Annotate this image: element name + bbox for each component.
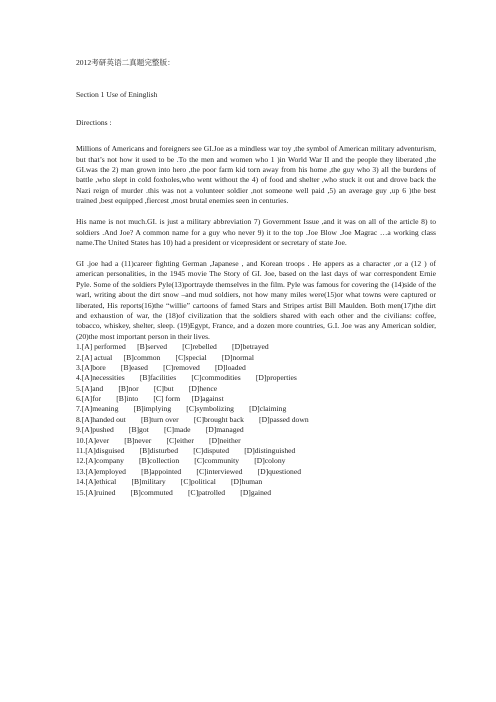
document-title: 2012考研英语二真题完整版： <box>76 58 175 67</box>
option-line-11: 11.[A]disguised [B]disturbed [C]disputed [D]distinguished <box>76 446 296 456</box>
directions-label: Directions : <box>76 117 112 127</box>
option-line-10: 10.[A]ever [B]never [C]either [D]neither <box>76 435 241 445</box>
passage-paragraph-1: Millions of Americans and foreigners see GI.Joe as a mindless war toy ,the symbol of American military adventurism, but that’s not how it used to be .To the men and women who 1 )in World War II and the people they liberated ,the GI.was the 2) man grown into hero ,the poor farm kid torn away from his home ,the guy who 3) all the burdens of battle ,who slept in cold foxholes,who went without the 4) of food and shelter ,who stuck it out and drove back the Nazi reign of murder .this was not a volunteer soldier ,not someone well paid ,5) an average guy ,up 6 )the best trained ,best equipped ,fiercest ,most brutal enemies seen in centuries. <box>76 144 436 206</box>
option-line-13: 13.[A]employed [B]appointed [C]interviewed [D]questioned <box>76 466 302 476</box>
option-line-6: 6.[A]for [B]into [C] form [D]against <box>76 394 224 404</box>
option-line-5: 5.[A]and [B]nor [C]but [D]hence <box>76 383 218 393</box>
option-line-12: 12.[A]company [B]collection [C]community [D]colony <box>76 456 286 466</box>
option-line-15: 15.[A]ruined [B]commuted [C]patrolled [D]gained <box>76 487 272 497</box>
passage-paragraph-3: GI .joe had a (11)career fighting German ,Japanese , and Korean troops . He appers as a character ,or a (12 ) of american personalities, in the 1945 movie The Story of GI. Joe, based on the last days of war correspondent Ernie Pyle. Some of the soldiers Pyle(13)portrayde themselves in the film. Pyle was famous for covering the (14)side of the warl, writing about the dirt snow –and mud soldiers, not how many miles were(15)or what towns were captured or liberated, His reports(16)the “willie” cartoons of famed Stars and Stripes artist Bill Maulden. Both men(17)the dirt and exhaustion of war, the (18)of civilization that the soldiers shared with each other and the civilians: coffee, tobacco, whiskey, shelter, sleep. (19)Egypt, France, and a dozen more countries, G.I. Joe was any American soldier,(20)the most important person in their lives. <box>76 258 436 341</box>
option-line-8: 8.[A]handed out [B]turn over [C]brought back [D]passed down <box>76 414 309 424</box>
passage-paragraph-2: His name is not much.GI. is just a military abbreviation 7) Government Issue ,and it was on all of the article 8) to soldiers .And Joe? A common name for a guy who never 9) it to the top .Joe Blow .Joe Magrac …a working class name.The United States has 10) had a president or vicepresident or secretary of state Joe. <box>76 217 436 247</box>
option-line-1: 1.[A] performed [B]served [C]rebelled [D]betrayed <box>76 342 269 352</box>
option-line-3: 3.[A]bore [B]eased [C]removed [D]loaded <box>76 362 246 372</box>
option-line-9: 9.[A]pushed [B]got [C]made [D]managed <box>76 425 244 435</box>
option-line-14: 14.[A]ethical [B]military [C]political [D]human <box>76 477 263 487</box>
option-line-2: 2.[A] actual [B]common [C]special [D]normal <box>76 352 254 362</box>
section-heading: Section 1 Use of Eninglish <box>76 90 158 100</box>
option-line-7: 7.[A]meaning [B]implying [C]symbolizing [D]claiming <box>76 404 287 414</box>
option-line-4: 4.[A]necessities [B]facilities [C]commodities [D]properties <box>76 373 297 383</box>
answer-options-list <box>76 342 436 498</box>
